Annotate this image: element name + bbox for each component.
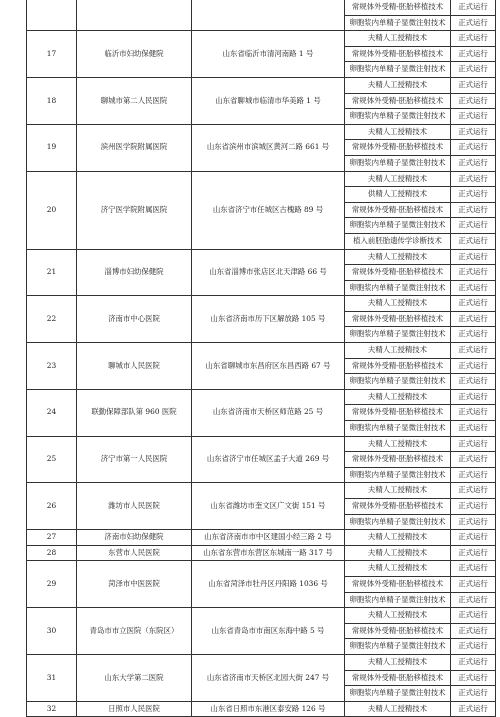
cell-technology: 常规体外受精-胚胎移植技术 [345,202,451,218]
hospital-table [26,0,496,717]
cell-address: 山东省聊城市临清市华美路 1 号 [192,77,345,124]
cell-technology: 卵胞浆内单精子显微注射技术 [345,467,451,483]
cell-address: 山东省济宁市任城区古槐路 89 号 [192,171,345,249]
cell-hospital: 淄博市妇幼保健院 [77,249,192,296]
cell-status: 正式运行 [451,483,496,499]
cell-status: 正式运行 [451,46,496,62]
table-row [27,0,496,15]
cell-status: 正式运行 [451,405,496,421]
cell-technology: 常规体外受精-胚胎移植技术 [345,670,451,686]
table-row [27,545,496,561]
table-row [27,77,496,93]
cell-status: 正式运行 [451,202,496,218]
cell-hospital: 济南市妇幼保健院 [77,530,192,546]
cell-number [27,0,77,31]
cell-number: 25 [27,436,77,483]
cell-hospital: 济南市中心医院 [77,296,192,343]
cell-status: 正式运行 [451,187,496,203]
cell-technology: 卵胞浆内单精子显微注射技术 [345,592,451,608]
cell-status: 正式运行 [451,265,496,281]
cell-status: 正式运行 [451,311,496,327]
cell-technology: 常规体外受精-胚胎移植技术 [345,358,451,374]
table-row [27,561,496,577]
cell-number: 28 [27,545,77,561]
cell-hospital: 东营市人民医院 [77,545,192,561]
cell-status: 正式运行 [451,608,496,624]
cell-status: 正式运行 [451,499,496,515]
cell-number: 18 [27,77,77,124]
cell-status: 正式运行 [451,576,496,592]
table-row [27,31,496,47]
cell-number: 22 [27,296,77,343]
cell-status: 正式运行 [451,514,496,530]
cell-hospital: 济宁医学院附属医院 [77,171,192,249]
cell-status: 正式运行 [451,233,496,249]
cell-technology: 供精人工授精技术 [345,187,451,203]
cell-technology: 卵胞浆内单精子显微注射技术 [345,218,451,234]
document-page [26,0,490,717]
cell-address: 山东省东营市东营区东城南一路 317 号 [192,545,345,561]
table-row [27,530,496,546]
cell-hospital: 济宁市第一人民医院 [77,436,192,483]
cell-technology: 夫精人工授精技术 [345,545,451,561]
cell-status: 正式运行 [451,530,496,546]
cell-hospital: 日照市人民医院 [77,701,192,717]
cell-technology: 常规体外受精-胚胎移植技术 [345,0,451,15]
cell-status: 正式运行 [451,701,496,717]
cell-status: 正式运行 [451,623,496,639]
cell-address: 山东省菏泽市牡丹区丹阳路 1036 号 [192,561,345,608]
cell-technology: 常规体外受精-胚胎移植技术 [345,623,451,639]
table-row [27,296,496,312]
cell-number: 21 [27,249,77,296]
table-row [27,654,496,670]
cell-hospital: 潍坊市人民医院 [77,483,192,530]
cell-status: 正式运行 [451,421,496,437]
cell-technology: 夫精人工授精技术 [345,436,451,452]
cell-technology: 夫精人工授精技术 [345,249,451,265]
cell-technology: 常规体外受精-胚胎移植技术 [345,93,451,109]
cell-technology: 卵胞浆内单精子显微注射技术 [345,280,451,296]
cell-technology: 夫精人工授精技术 [345,124,451,140]
cell-status: 正式运行 [451,686,496,702]
table-row [27,608,496,624]
cell-address [192,0,345,31]
cell-status: 正式运行 [451,171,496,187]
cell-address: 山东省潍坊市奎文区广文街 151 号 [192,483,345,530]
cell-status: 正式运行 [451,592,496,608]
cell-number: 17 [27,31,77,78]
cell-status: 正式运行 [451,218,496,234]
cell-technology: 卵胞浆内单精子显微注射技术 [345,15,451,31]
cell-technology: 植入前胚胎遗传学诊断技术 [345,233,451,249]
cell-number: 30 [27,608,77,655]
cell-number: 32 [27,701,77,717]
cell-technology: 常规体外受精-胚胎移植技术 [345,405,451,421]
cell-technology: 卵胞浆内单精子显微注射技术 [345,639,451,655]
cell-address: 山东省济南市市中区建国小经三路 2 号 [192,530,345,546]
cell-status: 正式运行 [451,452,496,468]
cell-technology: 卵胞浆内单精子显微注射技术 [345,374,451,390]
cell-status: 正式运行 [451,155,496,171]
cell-address: 山东省滨州市滨城区黄河二路 661 号 [192,124,345,171]
cell-status: 正式运行 [451,389,496,405]
cell-technology: 夫精人工授精技术 [345,701,451,717]
cell-status: 正式运行 [451,15,496,31]
table-row [27,701,496,717]
cell-number: 29 [27,561,77,608]
cell-address: 山东省淄博市张店区北天津路 66 号 [192,249,345,296]
cell-technology: 夫精人工授精技术 [345,483,451,499]
cell-technology: 常规体外受精-胚胎移植技术 [345,499,451,515]
cell-technology: 夫精人工授精技术 [345,608,451,624]
table-row [27,436,496,452]
cell-number: 26 [27,483,77,530]
cell-number: 19 [27,124,77,171]
cell-number: 31 [27,654,77,701]
cell-status: 正式运行 [451,140,496,156]
cell-technology: 夫精人工授精技术 [345,296,451,312]
cell-hospital: 临沂市妇幼保健院 [77,31,192,78]
cell-address: 山东省聊城市东昌府区东昌西路 67 号 [192,343,345,390]
cell-address: 山东省济南市天桥区北园大街 247 号 [192,654,345,701]
cell-technology: 卵胞浆内单精子显微注射技术 [345,155,451,171]
cell-technology: 夫精人工授精技术 [345,31,451,47]
cell-status: 正式运行 [451,31,496,47]
cell-status: 正式运行 [451,561,496,577]
table-row [27,343,496,359]
cell-status: 正式运行 [451,62,496,78]
cell-technology: 常规体外受精-胚胎移植技术 [345,311,451,327]
cell-address: 山东省青岛市市南区东海中路 5 号 [192,608,345,655]
cell-status: 正式运行 [451,670,496,686]
cell-technology: 夫精人工授精技术 [345,530,451,546]
cell-status: 正式运行 [451,436,496,452]
cell-hospital: 联勤保障部队第 960 医院 [77,389,192,436]
table-row [27,483,496,499]
cell-status: 正式运行 [451,124,496,140]
cell-status: 正式运行 [451,280,496,296]
cell-number: 24 [27,389,77,436]
cell-technology: 卵胞浆内单精子显微注射技术 [345,109,451,125]
cell-technology: 夫精人工授精技术 [345,77,451,93]
cell-status: 正式运行 [451,327,496,343]
cell-hospital: 山东大学第二医院 [77,654,192,701]
cell-status: 正式运行 [451,93,496,109]
cell-hospital: 菏泽市中医医院 [77,561,192,608]
table-row [27,171,496,187]
cell-technology: 常规体外受精-胚胎移植技术 [345,576,451,592]
cell-number: 27 [27,530,77,546]
cell-status: 正式运行 [451,296,496,312]
cell-status: 正式运行 [451,343,496,359]
cell-status: 正式运行 [451,109,496,125]
cell-technology: 卵胞浆内单精子显微注射技术 [345,686,451,702]
cell-address: 山东省济宁市任城区孟子大道 269 号 [192,436,345,483]
cell-technology: 卵胞浆内单精子显微注射技术 [345,514,451,530]
cell-technology: 夫精人工授精技术 [345,561,451,577]
table-row [27,389,496,405]
cell-technology: 夫精人工授精技术 [345,389,451,405]
cell-technology: 常规体外受精-胚胎移植技术 [345,265,451,281]
cell-status: 正式运行 [451,358,496,374]
cell-status: 正式运行 [451,0,496,15]
cell-technology: 夫精人工授精技术 [345,654,451,670]
cell-technology: 夫精人工授精技术 [345,171,451,187]
cell-technology: 常规体外受精-胚胎移植技术 [345,140,451,156]
cell-status: 正式运行 [451,77,496,93]
cell-hospital: 聊城市人民医院 [77,343,192,390]
cell-hospital: 青岛市市立医院（东院区） [77,608,192,655]
cell-hospital [77,0,192,31]
cell-technology: 常规体外受精-胚胎移植技术 [345,452,451,468]
cell-technology: 卵胞浆内单精子显微注射技术 [345,327,451,343]
cell-hospital: 滨州医学院附属医院 [77,124,192,171]
cell-status: 正式运行 [451,654,496,670]
hospital-table-body [27,0,496,717]
cell-status: 正式运行 [451,545,496,561]
cell-technology: 卵胞浆内单精子显微注射技术 [345,421,451,437]
cell-status: 正式运行 [451,639,496,655]
cell-status: 正式运行 [451,374,496,390]
cell-address: 山东省临沂市清河南路 1 号 [192,31,345,78]
cell-address: 山东省济南市历下区解放路 105 号 [192,296,345,343]
cell-status: 正式运行 [451,467,496,483]
cell-address: 山东省济南市天桥区师范路 25 号 [192,389,345,436]
cell-technology: 夫精人工授精技术 [345,343,451,359]
cell-number: 20 [27,171,77,249]
cell-status: 正式运行 [451,249,496,265]
cell-technology: 卵胞浆内单精子显微注射技术 [345,62,451,78]
cell-number: 23 [27,343,77,390]
table-row [27,124,496,140]
cell-technology: 常规体外受精-胚胎移植技术 [345,46,451,62]
cell-hospital: 聊城市第二人民医院 [77,77,192,124]
cell-address: 山东省日照市东港区泰安路 126 号 [192,701,345,717]
table-row [27,249,496,265]
